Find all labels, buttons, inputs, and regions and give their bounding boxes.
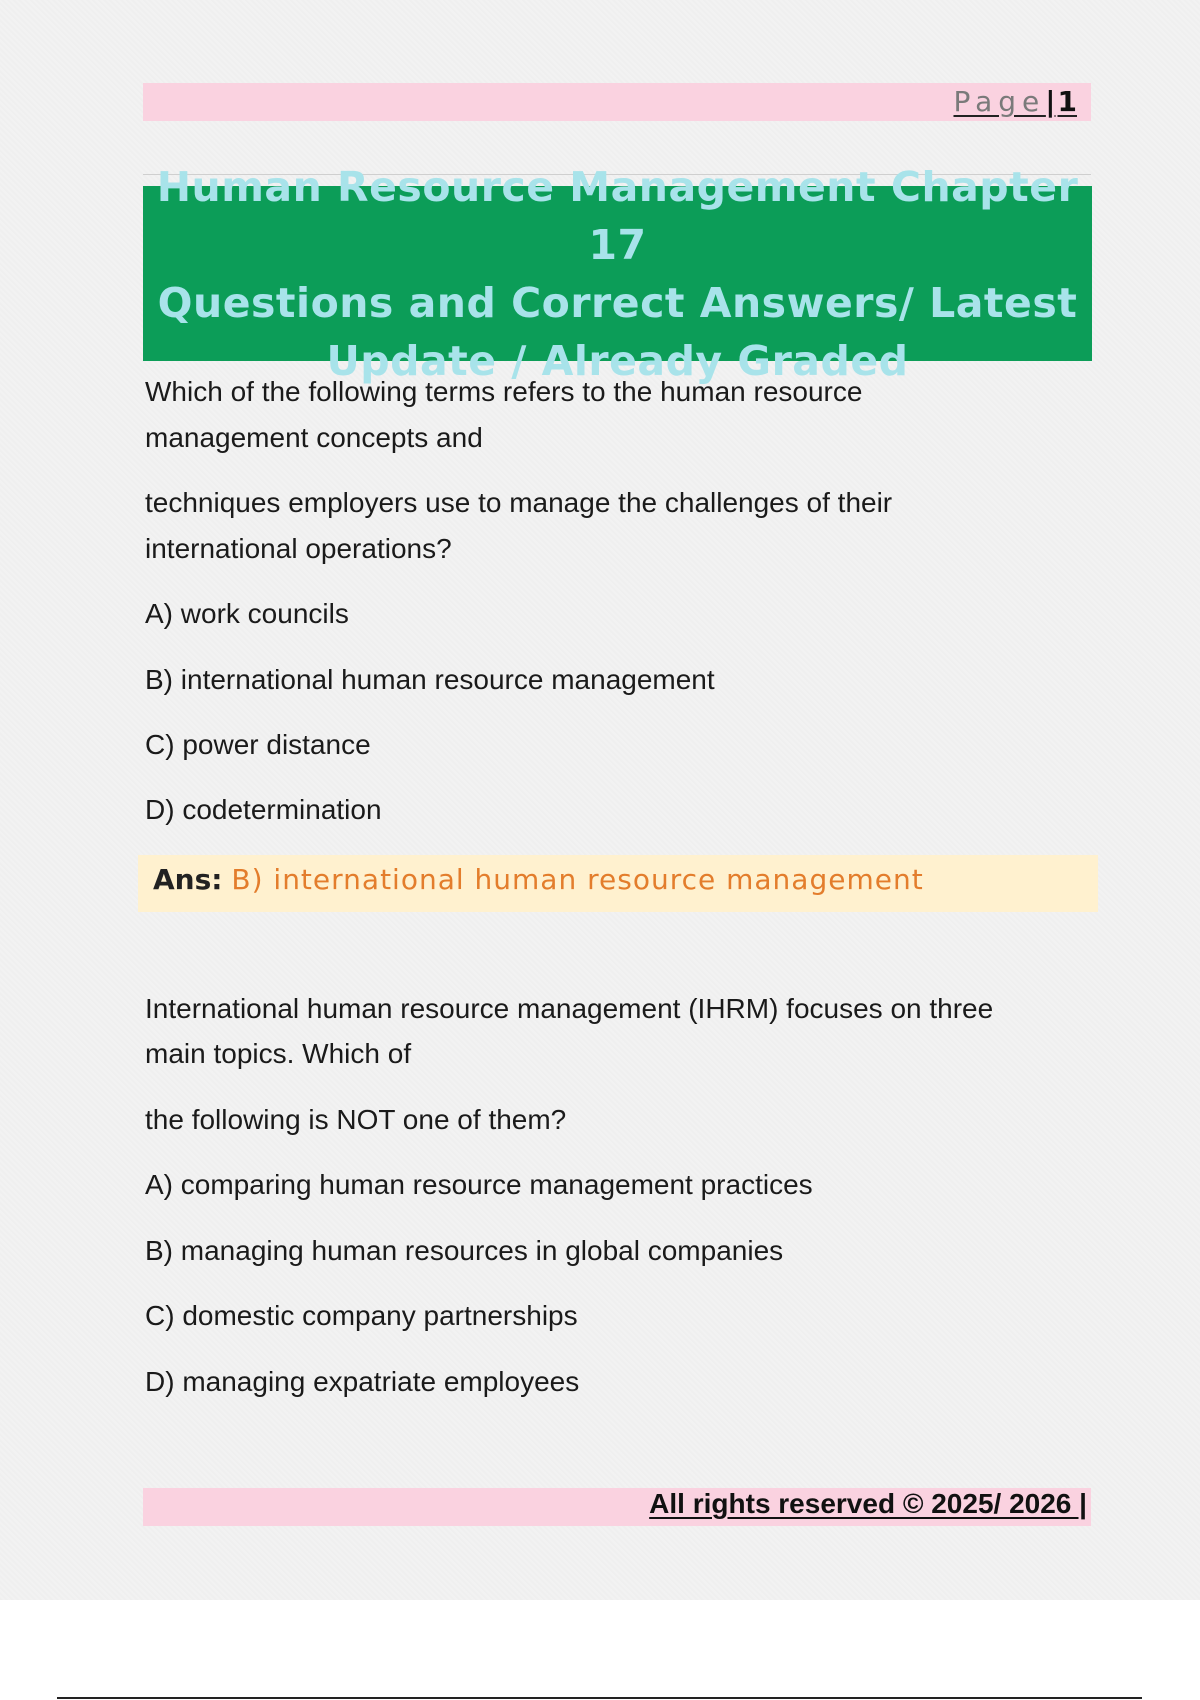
page-separator: | (1045, 85, 1056, 118)
question-1-prompt-line: techniques employers use to manage the challenges of their (145, 487, 893, 518)
answer-highlight (138, 855, 1098, 912)
question-2-option-b: B) managing human resources in global companies (145, 1235, 784, 1266)
page-number-label (953, 85, 1077, 118)
answer-value: B) international human resource management (231, 863, 924, 896)
question-1-option-d: D) codetermination (145, 794, 382, 825)
answer-label: Ans: (153, 863, 223, 896)
title-line-2: Questions and Correct Answers/ Latest (157, 278, 1078, 327)
question-2-prompt-line: International human resource management (IHRM) focuses on three (145, 993, 994, 1024)
page-footer (143, 1488, 1091, 1526)
question-1-option-a: A) work councils (145, 598, 349, 629)
question-1-prompt-line: Which of the following terms refers to the human resource (145, 376, 863, 407)
page-bottom-divider (57, 1697, 1142, 1699)
copyright-notice: All rights reserved © 2025/ 2026 | (649, 1488, 1087, 1519)
question-2-option-c: C) domestic company partnerships (145, 1300, 578, 1331)
document-title-banner (143, 162, 1092, 385)
page-number: 1 (1057, 85, 1077, 118)
title-line-3: Update / Already Graded (326, 336, 909, 385)
page-header (143, 83, 1091, 121)
page-word: Page (953, 85, 1046, 118)
question-2-option-a: A) comparing human resource management practices (145, 1169, 813, 1200)
title-line-1: Human Resource Management Chapter 17 (156, 162, 1079, 269)
question-2-prompt-line: main topics. Which of (145, 1038, 412, 1069)
question-1-option-c: C) power distance (145, 729, 371, 760)
question-2-prompt-line: the following is NOT one of them? (145, 1104, 567, 1135)
document-title (143, 158, 1092, 390)
question-1-prompt-line: management concepts and (145, 422, 483, 453)
answer-line (153, 863, 924, 896)
question-2-option-d: D) managing expatriate employees (145, 1366, 580, 1397)
question-1-prompt-line: international operations? (145, 533, 452, 564)
question-1-option-b: B) international human resource management (145, 664, 715, 695)
